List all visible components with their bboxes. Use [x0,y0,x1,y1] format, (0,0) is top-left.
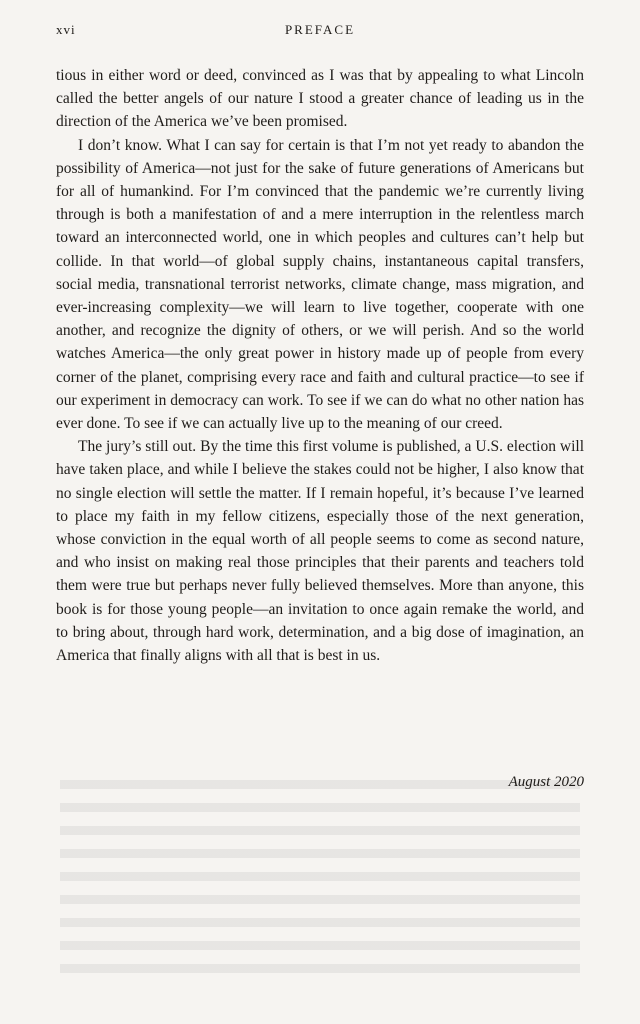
body-text [56,64,584,667]
paragraph: The jury’s still out. By the time this first volume is published, a U.S. election will have taken place, and while I believe the stakes could not be higher, I also know that no single election will settle the matter. If I remain hopeful, it’s because I’ve learned to place my faith in my fellow citizens, especially those of the next generation, whose conviction in the equal worth of all people seems to come as second nature, and who insist on making real those principles that their parents and teachers told them were true but perhaps never fully believed themselves. More than anyone, this book is for those young people—an invitation to once again remake the world, and to bring about, through hard work, determination, and a big dose of imagination, an America that finally aligns with all that is best in us. [56,438,584,665]
show-through-texture [60,780,580,980]
date-signature: August 2020 [508,774,584,790]
page-header [56,22,584,42]
paragraph-continued: tious in either word or deed, convinced as I was that by appealing to what Lincoln called the better angels of our nature I stood a greater chance of leading us in the direction of the America we’ve been promised. [56,67,584,131]
running-head: PREFACE [284,22,356,37]
paragraph: I don’t know. What I can say for certain is that I’m not yet ready to abandon the possibility of America—not just for the sake of future generations of Americans but for all of humankind. For I’m convinced that the pandemic we’re currently living through is both a manifestation of and a mere interruption in the relentless march toward an interconnected world, one in which peoples and cultures can’t help but collide. In that world—of global supply chains, instantaneous capital transfers, social media, transnational terrorist networks, climate change, mass migration, and ever-increasing complexity—we will learn to live together, cooperate with one another, and recognize the dignity of others, or we will perish. And so the world watches America—the only great power in history made up of people from every corner of the planet, comprising every race and faith and cultural practice—to see if our experiment in democracy can work. To see if we can do what no other nation has ever done. To see if we can actually live up to the meaning of our creed. [56,136,584,433]
page-number: xvi [56,22,76,37]
